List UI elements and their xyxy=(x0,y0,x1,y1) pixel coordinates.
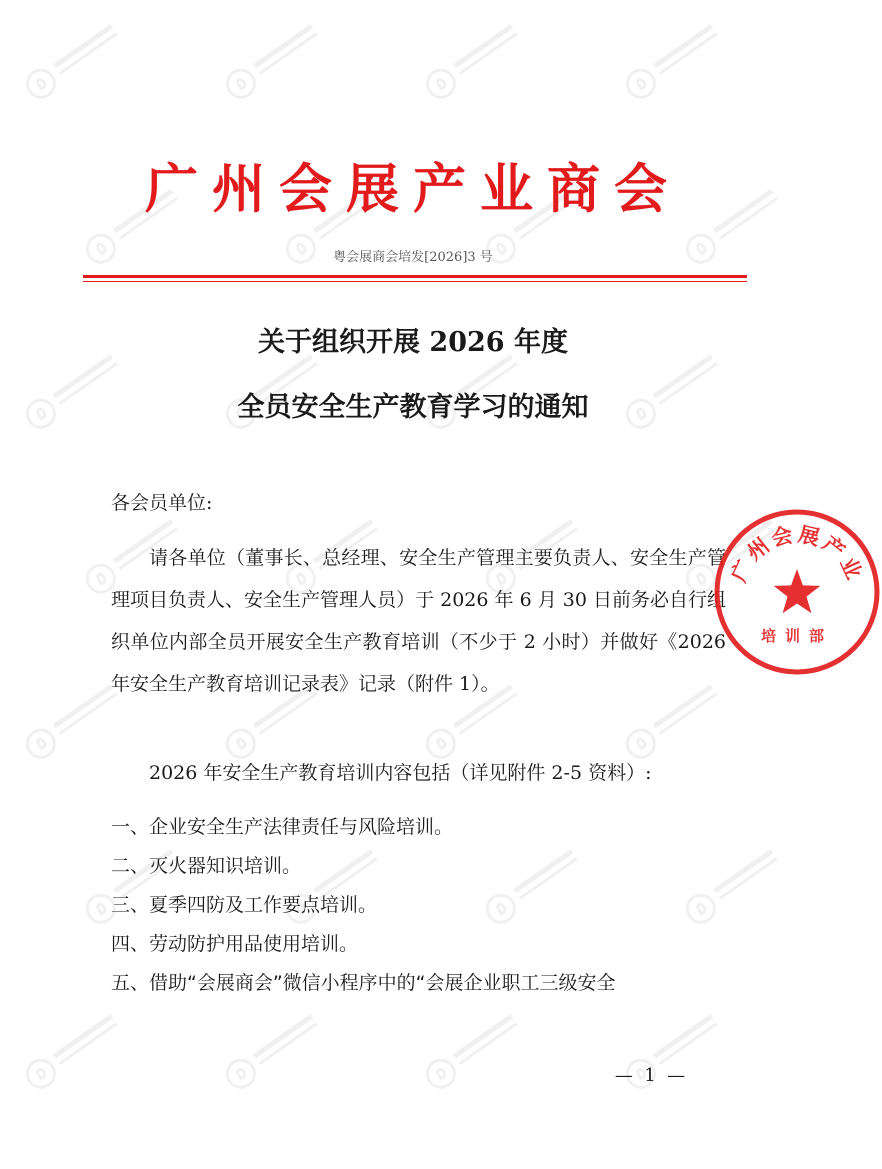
list-item: 一、企业安全生产法律责任与风险培训。 xyxy=(111,816,454,838)
seal-arc-text: 广州会展产业 xyxy=(726,522,868,586)
notice-title-line2: 全员安全生产教育学习的通知 xyxy=(237,392,589,423)
red-divider-thin xyxy=(83,281,747,282)
org-name-header: 广州会展产业商会 xyxy=(145,159,681,220)
page-number: — 1 — xyxy=(614,1065,686,1086)
training-items-list xyxy=(111,808,751,1003)
list-item: 二、灭火器知识培训。 xyxy=(111,855,302,877)
star-icon xyxy=(774,569,821,613)
body-paragraph-1: 请各单位（董事长、总经理、安全生产管理主要负责人、安全生产管理项目负责人、安全生产管理人员）于 2026 年 6 月 30 日前务必自行组织单位内部全员开展安全生产教育培训（不少于 2 小时）并做好《2026 年安全生产教育培训记录表》记录（附件 1）。 xyxy=(111,547,726,695)
document-number: 粤会展商会培发[2026]3 号 xyxy=(333,250,493,265)
salutation: 各会员单位: xyxy=(111,492,213,514)
seal-bottom-text: 培训部 xyxy=(760,627,834,645)
body-paragraph-2: 2026 年安全生产教育培训内容包括（详见附件 2-5 资料）: xyxy=(149,762,652,784)
list-item: 五、借助“会展商会”微信小程序中的“会展企业职工三级安全 xyxy=(111,972,616,994)
red-divider-thick xyxy=(83,275,747,278)
list-item: 四、劳动防护用品使用培训。 xyxy=(111,933,359,955)
list-item: 三、夏季四防及工作要点培训。 xyxy=(111,894,378,916)
official-seal-stamp xyxy=(712,507,882,677)
notice-title-line1: 关于组织开展 2026 年度 xyxy=(258,327,568,358)
